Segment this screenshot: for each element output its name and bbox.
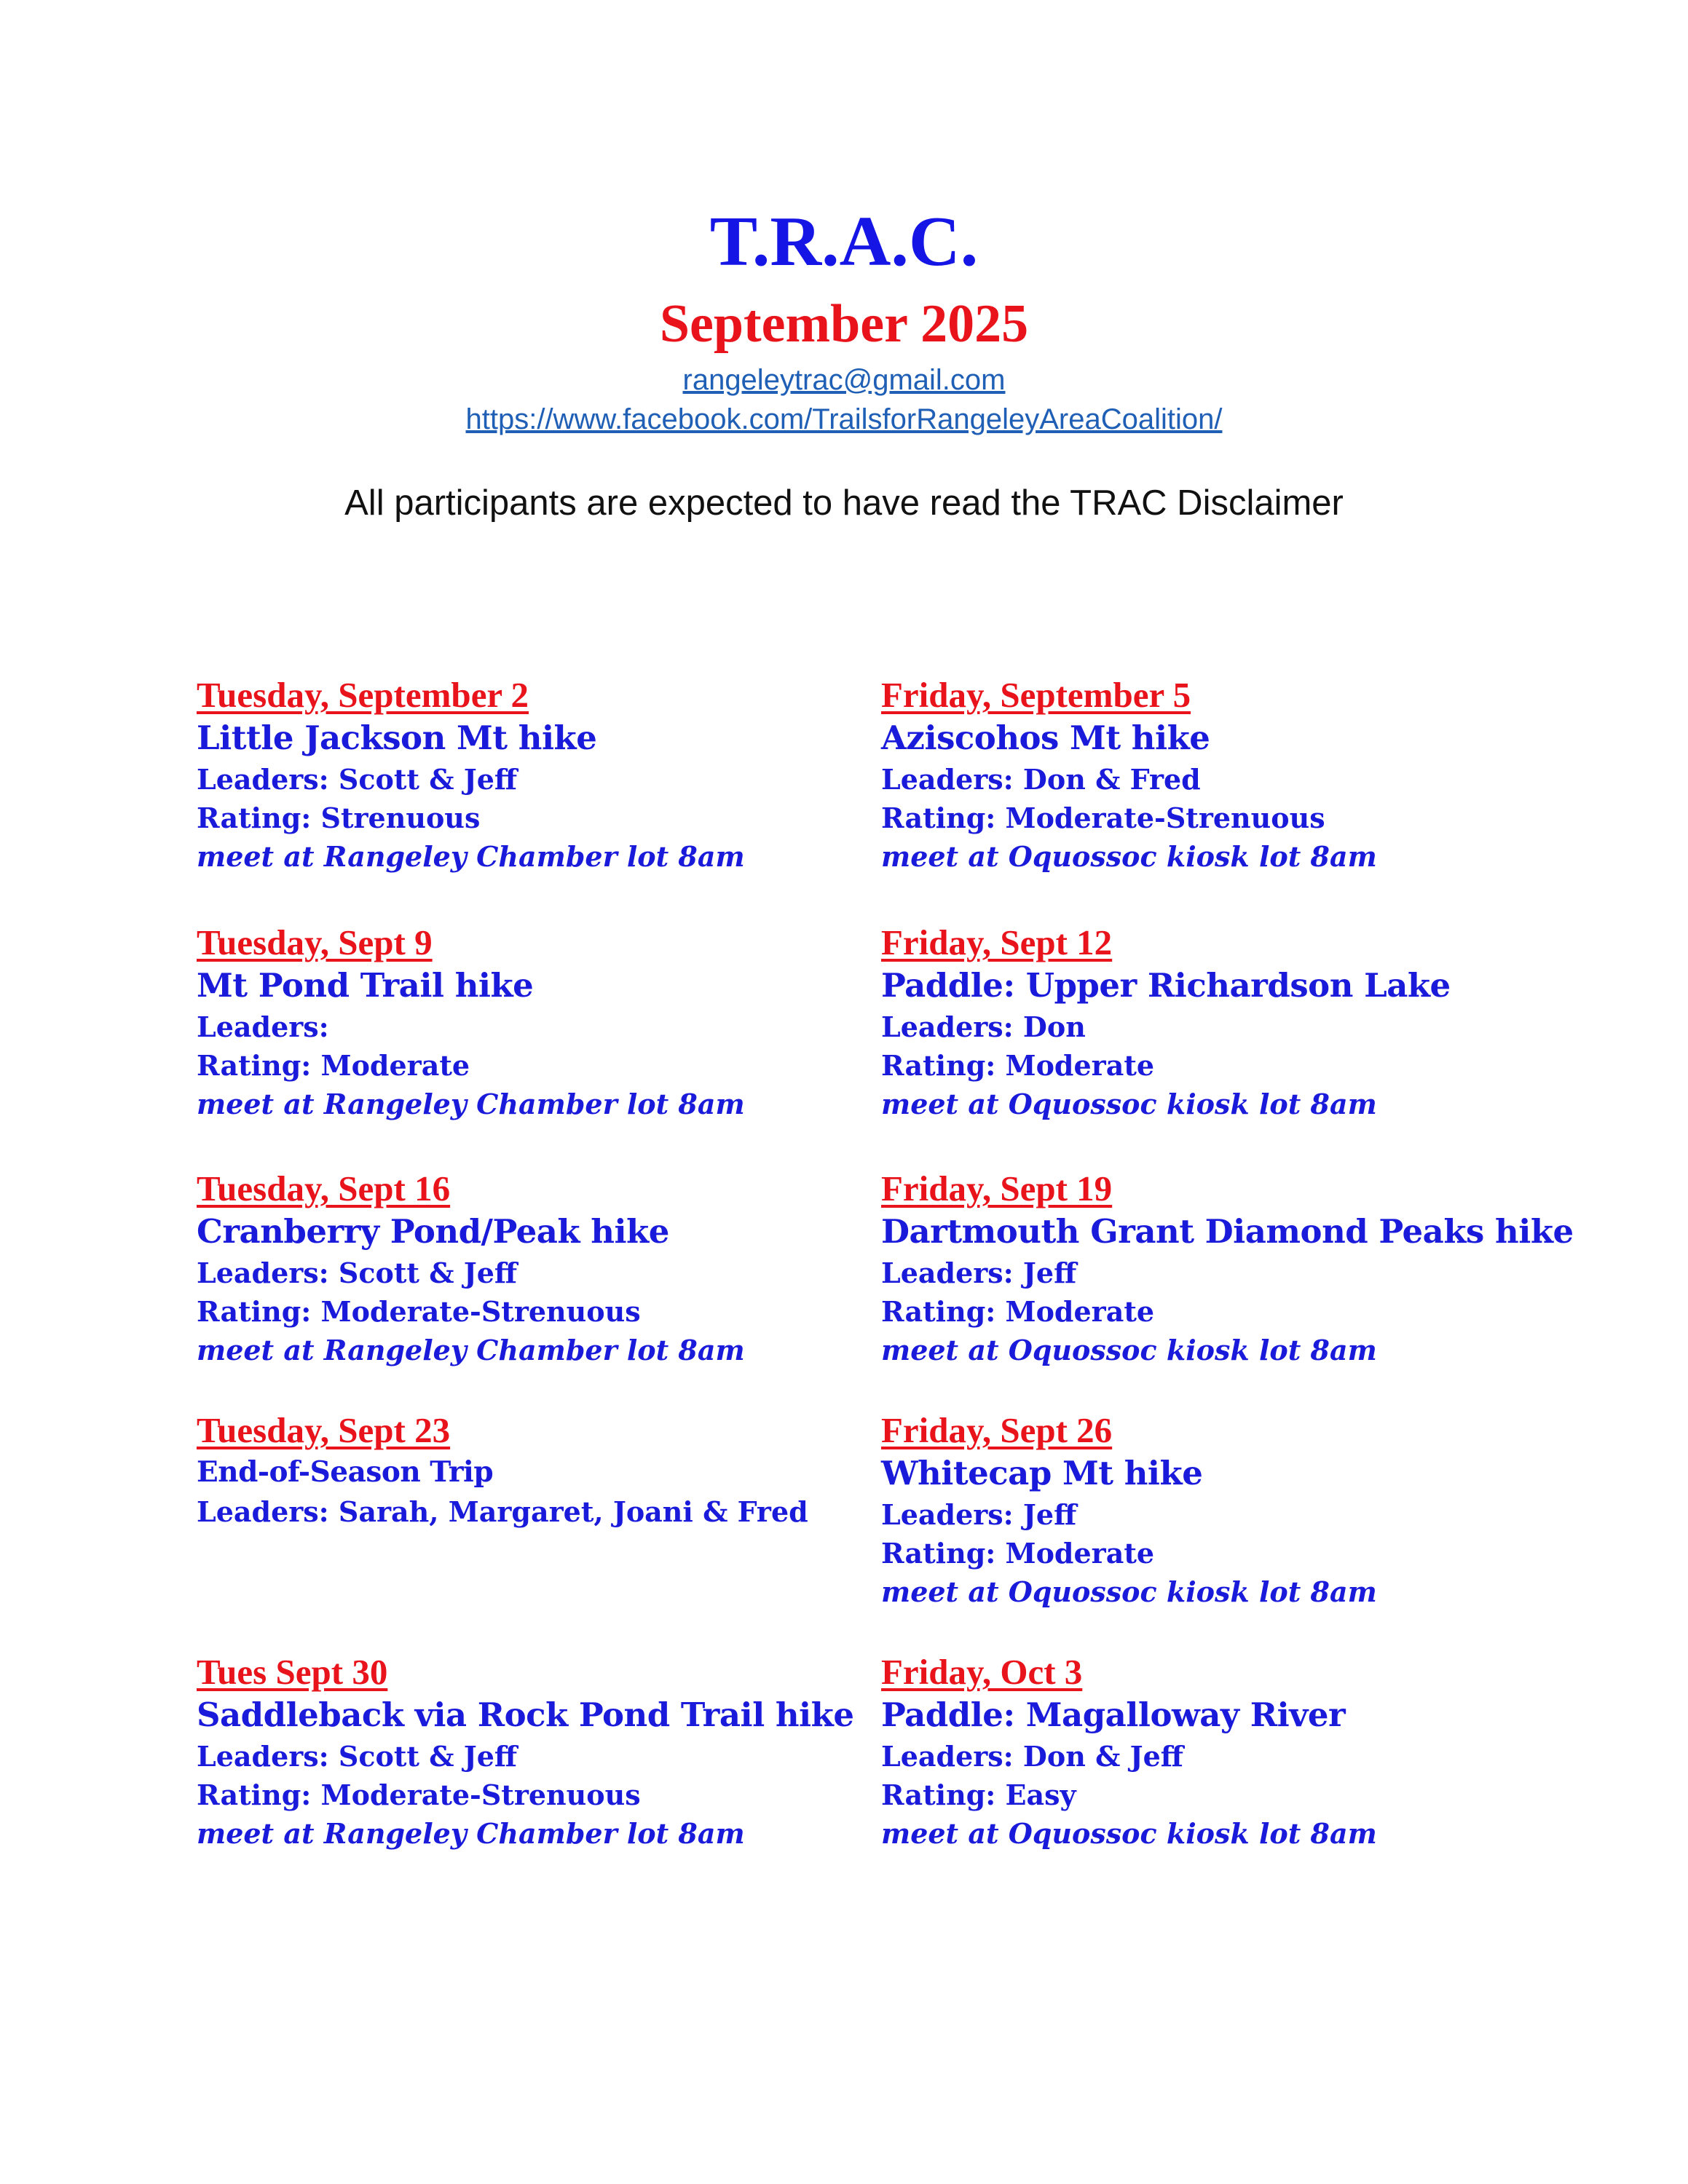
event-title: Mt Pond Trail hike: [197, 966, 534, 1005]
event-title: Little Jackson Mt hike: [197, 719, 597, 757]
event-meeting-place: meet at Rangeley Chamber lot 8am: [197, 840, 745, 873]
event-rating: Rating: Moderate-Strenuous: [197, 1779, 641, 1811]
event-rating: Rating: Moderate-Strenuous: [881, 802, 1325, 834]
event-tues-sept-30: [197, 1651, 853, 1853]
event-meeting-place: meet at Rangeley Chamber lot 8am: [197, 1088, 745, 1120]
event-date: Friday, Sept 19: [881, 1168, 1113, 1208]
event-meeting-place: meet at Rangeley Chamber lot 8am: [197, 1817, 745, 1850]
event-date: Tuesday, Sept 9: [197, 922, 433, 962]
event-leaders: Leaders:: [197, 1010, 329, 1043]
event-title: End-of-Season Trip: [197, 1455, 494, 1489]
event-title: Cranberry Pond/Peak hike: [197, 1212, 669, 1251]
event-friday-sept-5: [881, 674, 1377, 876]
event-title: Paddle: Magalloway River: [881, 1696, 1346, 1734]
event-leaders: Leaders: Jeff: [881, 1498, 1077, 1531]
event-leaders: Leaders: Scott & Jeff: [197, 1257, 518, 1289]
event-date: Tuesday, September 2: [197, 675, 529, 715]
event-rating: Rating: Moderate: [881, 1295, 1155, 1328]
event-meeting-place: meet at Oquossoc kiosk lot 8am: [881, 840, 1377, 873]
event-rating: Rating: Strenuous: [197, 802, 481, 834]
page-title: T.R.A.C.: [709, 202, 979, 281]
event-date: Friday, Oct 3: [881, 1652, 1083, 1692]
event-leaders: Leaders: Scott & Jeff: [197, 763, 518, 796]
event-rating: Rating: Moderate: [881, 1049, 1155, 1082]
event-title: Aziscohos Mt hike: [881, 719, 1210, 757]
event-leaders: Leaders: Don & Jeff: [881, 1740, 1183, 1773]
event-leaders: Leaders: Scott & Jeff: [197, 1740, 518, 1773]
event-meeting-place: meet at Oquossoc kiosk lot 8am: [881, 1817, 1377, 1850]
event-tuesday-sept-2: [197, 674, 745, 876]
event-friday-sept-12: [881, 922, 1451, 1123]
event-date: Friday, Sept 26: [881, 1410, 1113, 1450]
event-title: Paddle: Upper Richardson Lake: [881, 966, 1451, 1005]
event-leaders: Leaders: Jeff: [881, 1257, 1077, 1289]
event-date: Tuesday, Sept 16: [197, 1168, 451, 1208]
event-rating: Rating: Moderate: [197, 1049, 470, 1082]
event-rating: Rating: Moderate: [881, 1537, 1155, 1570]
event-leaders: Leaders: Don & Fred: [881, 763, 1201, 796]
disclaimer-notice: All participants are expected to have read the TRAC Disclaimer: [344, 483, 1344, 523]
event-friday-oct-3: [881, 1651, 1377, 1853]
event-meeting-place: meet at Oquossoc kiosk lot 8am: [881, 1575, 1377, 1608]
event-date: Friday, Sept 12: [881, 922, 1113, 962]
event-rating: Rating: Easy: [881, 1779, 1076, 1811]
event-friday-sept-26: [881, 1409, 1377, 1611]
event-rating: Rating: Moderate-Strenuous: [197, 1295, 641, 1328]
page-subtitle-month: September 2025: [659, 294, 1029, 354]
event-meeting-place: meet at Oquossoc kiosk lot 8am: [881, 1088, 1377, 1120]
event-tuesday-sept-16: [197, 1168, 745, 1369]
event-friday-sept-19: [881, 1168, 1574, 1369]
event-tuesday-sept-9: [197, 922, 745, 1123]
email-link[interactable]: rangeleytrac@gmail.com: [682, 364, 1006, 396]
event-date: Tues Sept 30: [197, 1652, 388, 1692]
event-title: Dartmouth Grant Diamond Peaks hike: [881, 1212, 1574, 1251]
event-date: Friday, September 5: [881, 675, 1191, 715]
facebook-link[interactable]: https://www.facebook.com/TrailsforRangeleyAreaCoalition/: [465, 403, 1223, 435]
event-tuesday-sept-23: [197, 1409, 808, 1531]
event-title: Whitecap Mt hike: [881, 1454, 1203, 1492]
event-leaders: Leaders: Sarah, Margaret, Joani & Fred: [197, 1495, 808, 1528]
event-meeting-place: meet at Oquossoc kiosk lot 8am: [881, 1334, 1377, 1366]
event-date: Tuesday, Sept 23: [197, 1410, 451, 1450]
event-leaders: Leaders: Don: [881, 1010, 1086, 1043]
event-title: Saddleback via Rock Pond Trail hike: [197, 1696, 854, 1734]
event-meeting-place: meet at Rangeley Chamber lot 8am: [197, 1334, 745, 1366]
